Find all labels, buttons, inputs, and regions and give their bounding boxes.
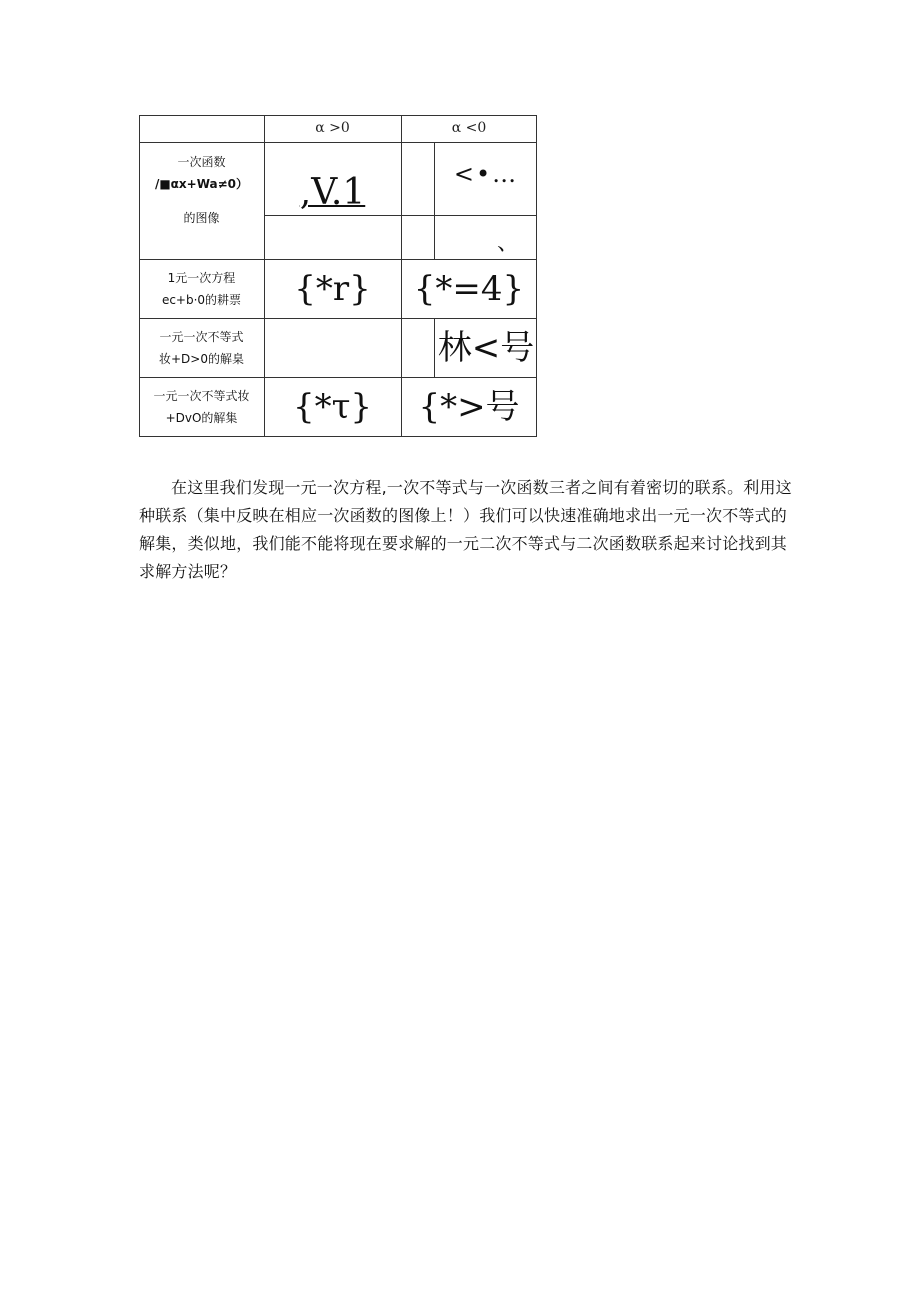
row-label-inequality-less	[139, 385, 264, 429]
row-label-line: 一次函数	[177, 155, 226, 169]
table-rule	[139, 318, 537, 319]
table-rule	[139, 377, 537, 378]
row-label-inequality-greater	[139, 326, 264, 370]
row-label-line: /■αx+Wa≠0）	[154, 177, 249, 191]
solution-greater-alpha-negative: 林<号	[437, 328, 535, 368]
root-alpha-negative: {*=4}	[413, 269, 525, 309]
row-label-line: +DvO的解集	[165, 411, 238, 425]
table-rule	[139, 142, 537, 143]
graph-alpha-negative: <•…	[453, 160, 519, 188]
table-rule	[139, 259, 537, 260]
solution-less-alpha-negative: {*>号	[418, 387, 520, 427]
row-label-line: 一元一次不等式妆	[153, 389, 250, 403]
body-paragraph: 在这里我们发现一元一次方程,一次不等式与一次函数三者之间有着密切的联系。利用这种联系（集中反映在相应一次函数的图像上！）我们可以快速准确地求出一元一次不等式的解集，类似地，我们能不能将现在要求解的一元二次不等式与二次函数联系起来讨论找到其求解方法呢？	[139, 478, 792, 581]
comparison-table	[139, 115, 537, 437]
row-label-line: 1元一次方程	[167, 271, 236, 285]
row-label-linear-function-graph	[139, 151, 264, 229]
graph-alpha-negative-mark: 、	[496, 231, 519, 256]
header-alpha-positive: α >0	[315, 120, 350, 136]
table-border-bottom	[139, 436, 537, 437]
header-alpha-negative: α <0	[451, 120, 487, 136]
graph-alpha-positive: ,V.1	[299, 172, 366, 213]
row-label-linear-equation-root	[139, 267, 264, 311]
row-label-line: 妆+D>0的解臬	[159, 352, 244, 366]
row-label-line: 的图像	[183, 211, 220, 225]
table-border-top	[139, 115, 537, 116]
row-label-line: 一元一次不等式	[159, 330, 244, 344]
row-label-line: ec+b·0的耕票	[161, 293, 242, 307]
solution-less-alpha-positive: {*τ}	[292, 387, 373, 427]
root-alpha-positive: {*r}	[294, 269, 371, 309]
